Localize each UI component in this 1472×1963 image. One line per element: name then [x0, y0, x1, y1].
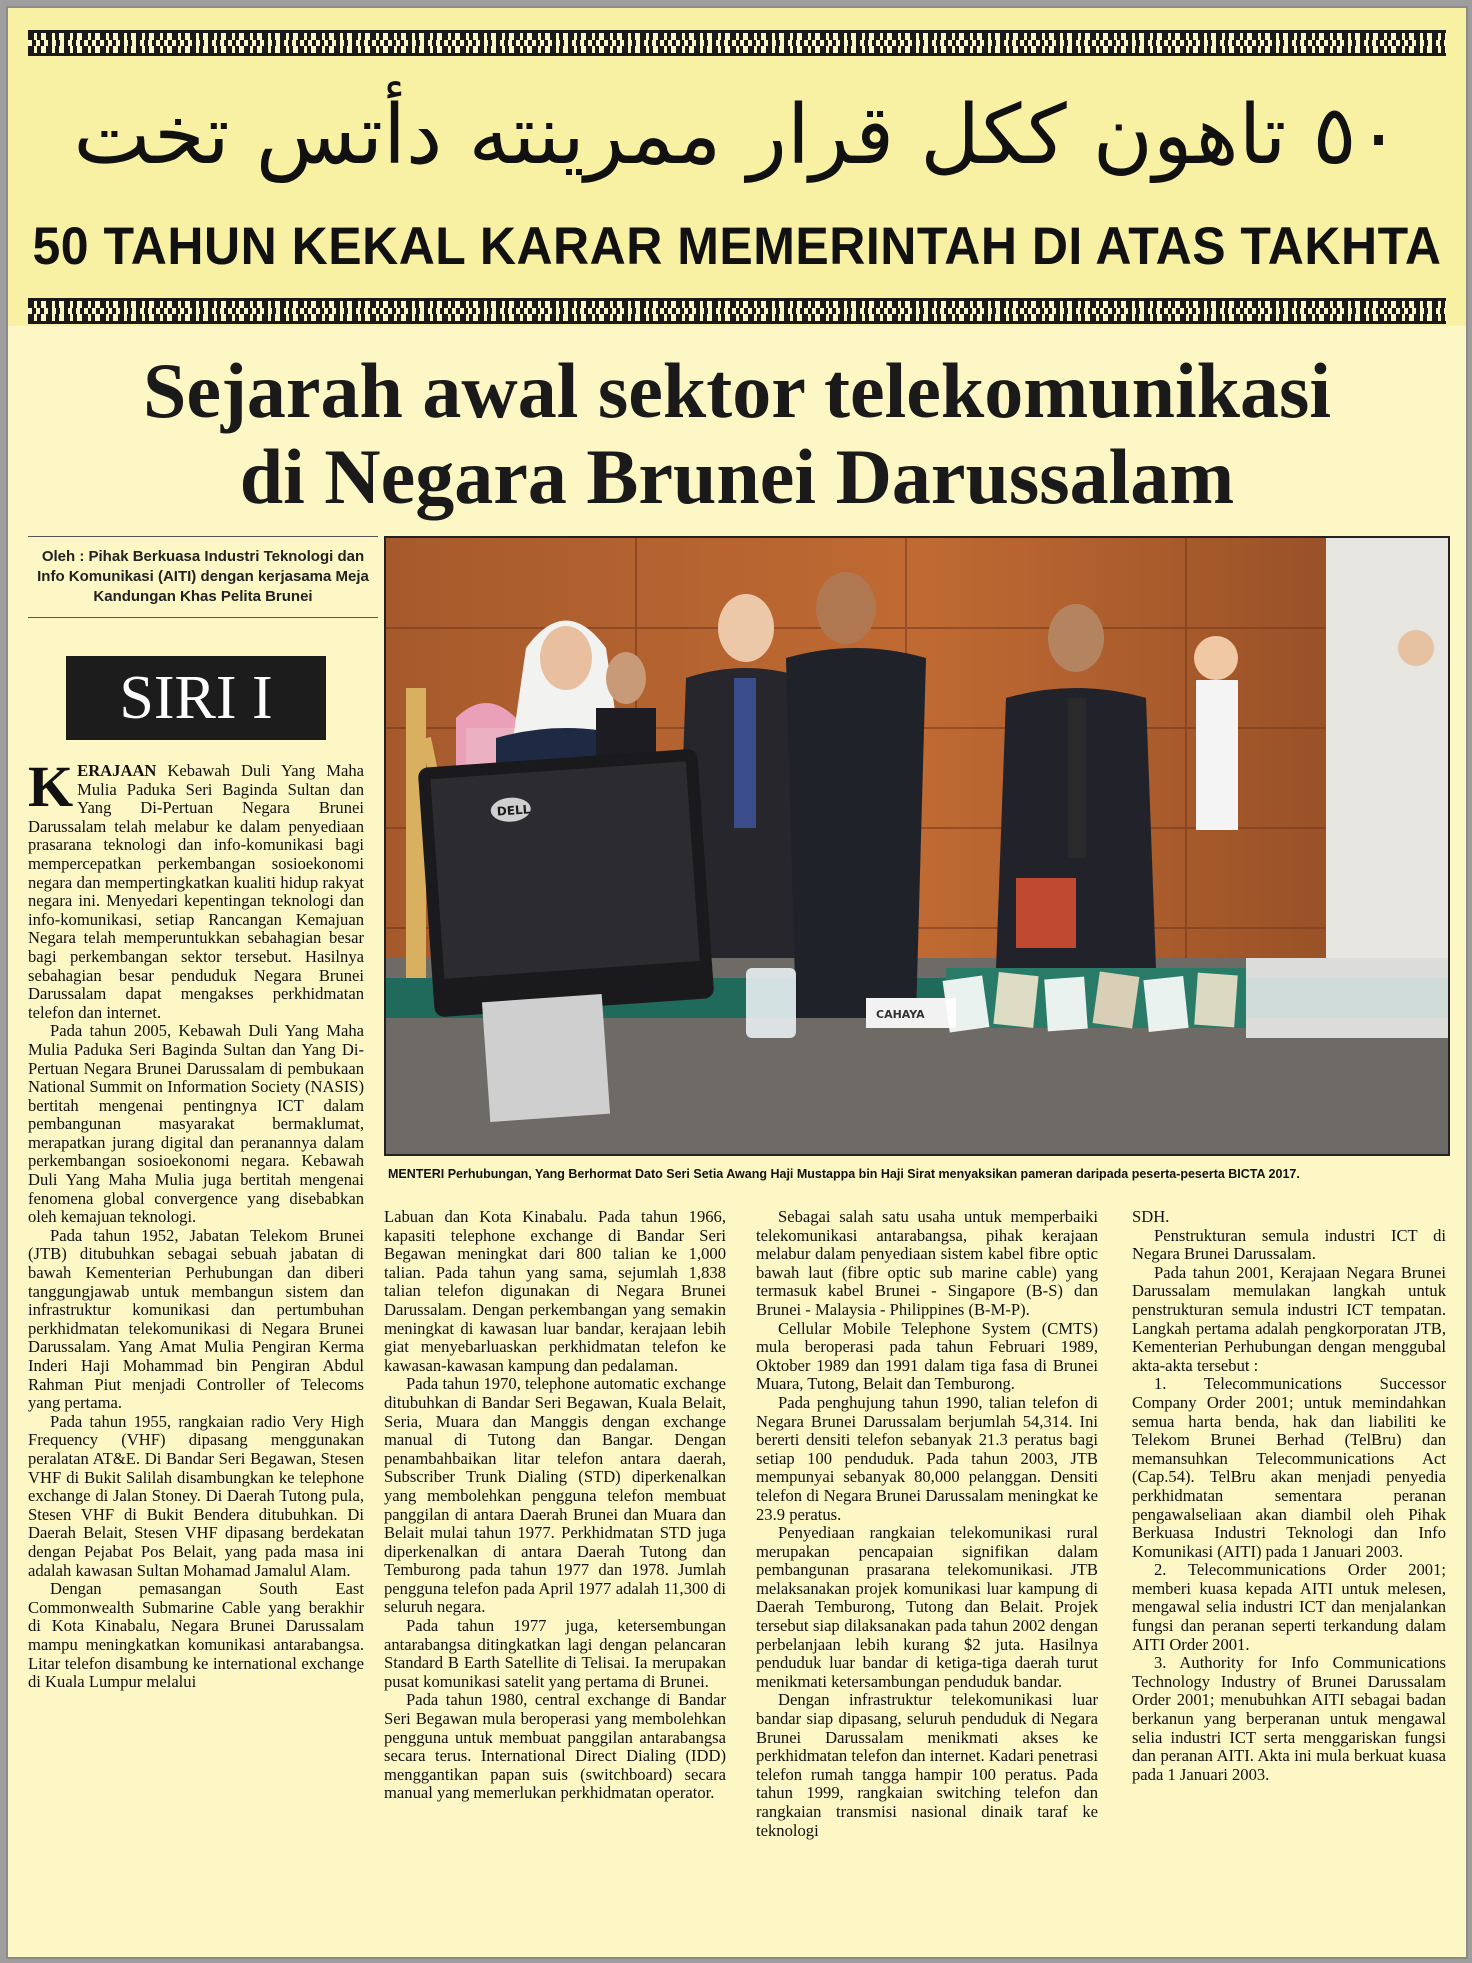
monitor-brand-text: DELL [496, 802, 531, 819]
paragraph: Dengan infrastruktur telekomunikasi luar bandar siap dipasang, seluruh penduduk di Negara Brunei Darussalam menikmati akses ke perkhidmatan telefon dan internet. Kadari penetrasi telefon rumah tangga hampir 100 peratus. Pada tahun 1999, rangkaian switching telefon dan rangkaian transmisi nasional dinaik taraf ke teknologi [756, 1690, 1098, 1840]
paragraph: Pada tahun 1977 juga, ketersembungan antarabangsa ditingkatkan lagi dengan pelancaran Standard B Earth Satellite di Telisai. Ia merupakan pusat komunikasi satelit yang pertama di Brunei. [384, 1616, 726, 1691]
paragraph: Pada tahun 2005, Kebawah Duli Yang Maha Mulia Paduka Seri Baginda Sultan dan Yang Di-Pertuan Negara Brunei Darussalam di pembukaan National Summit on Information Society (NASIS) bertitah mengenai pentingnya ICT dalam pembangunan masyarakat bermaklumat, merapatkan jurang digital dan peranannya dalam perkembangan sosioekonomi negara. Kebawah Duli Yang Maha Mulia juga bertitah mengenai fenomena global convergence yang disebabkan oleh kemajuan teknologi. [28, 1021, 364, 1227]
paragraph: Cellular Mobile Telephone System (CMTS) mula beroperasi pada tahun Februari 1989, Oktober 1989 dan 1991 dalam tiga fasa di Brunei Muara, Tutong, Belait dan Temburong. [756, 1318, 1098, 1394]
series-label: SIRI I [66, 656, 326, 740]
paragraph: SDH. [1132, 1207, 1170, 1226]
headline-line-2: di Negara Brunei Darussalam [239, 433, 1235, 520]
paragraph-text: Kebawah Duli Yang Maha Mulia Paduka Seri Baginda Sultan dan Yang Di-Pertuan Negara Brunei Darussalam telah melabur ke dalam penyediaan prasarana teknologi dan info-komunikasi bagi mempercepatkan perkembangan sosioekonomi negara dan mempertingkatkan kualiti hidup rakyat negara ini. Menyedari kepentingan teknologi dan info-komunikasi, setiap Rancangan Kemajuan Negara telah memperuntukkan sebahagian besar bagi perkembangan sektor tersebut. Hasilnya sebahagian besar penduduk Negara Brunei Darussalam dapat mengakses perkhidmatan telefon dan internet. [28, 761, 364, 1022]
paragraph: Penyediaan rangkaian telekomunikasi rural merupakan pencapaian signifikan dalam pembangunan prasarana telekomunikasi. JTB melaksanakan projek komunikasi luar kampung di Daerah Temburong, Tutong dan Belait. Projek tersebut siap dilaksanakan pada tahun 2002 dengan perbelanjaan lebih kurang $2 juta. Hasilnya penduduk luar bandar di ketiga-tiga daerah turut menikmati ketersambungan penduduk bandar. [756, 1523, 1098, 1691]
paragraph: Pada tahun 1952, Jabatan Telekom Brunei (JTB) ditubuhkan sebagai sebuah jabatan di bawah Kementerian Perhubungan dan diberi tanggungjawab untuk membangun sistem dan infrastruktur komunikasi dan pertumbuhan perkhidmatan telekomunikasi di Negara Brunei Darussalam. Yang Amat Mulia Pengiran Kerma Inderi Haji Mohammad bin Pengiran Abdul Rahman Piut menjadi Controller of Telecoms yang pertama. [28, 1225, 364, 1413]
bottom-ornament-border [28, 298, 1446, 324]
table-sign-text: CAHAYA [876, 1008, 925, 1021]
top-ornament-border [28, 30, 1446, 56]
paragraph: Labuan dan Kota Kinabalu. Pada tahun 1966, kapasiti telephone exchange di Bandar Seri Begawan meningkat dari 800 talian ke 1,000 talian. Pada tahun yang sama, sejumlah 1,838 talian telefon digunakan di Negara Brunei Darussalam. Dengan perkembangan yang semakin meningkat di kawasan luar bandar, kerajaan lebih giat menyebarluaskan perkhidmatan telefon ke kawasan-kawasan kampung dan pedalaman. [384, 1207, 726, 1375]
text-column-3 [756, 1208, 1098, 1840]
paragraph: Sebagai salah satu usaha untuk memperbaiki telekomunikasi antarabangsa, pihak kerajaan melabur dalam penyediaan sistem kabel fibre optic bawah laut (fibre optic sub marine cable) yang termasuk kabel Brunei - Singapore (B-S) dan Brunei - Malaysia - Philippines (B-M-P). [756, 1207, 1098, 1319]
paragraph: Dengan pemasangan South East Commonwealth Submarine Cable yang berakhir di Kota Kinabalu, Negara Brunei Darussalam mampu meningkatkan komunikasi antarabangsa. Litar telefon disambung ke international exchange di Kuala Lumpur melalui [28, 1579, 364, 1692]
article-photo [384, 536, 1450, 1156]
banner-title: 50 TAHUN KEKAL KARAR MEMERINTAH DI ATAS TAKHTA [32, 216, 1442, 276]
article-headline [8, 348, 1466, 520]
byline: Oleh : Pihak Berkuasa Industri Teknologi dan Info Komunikasi (AITI) dengan kerjasama Meja Kandungan Khas Pelita Brunei [28, 536, 378, 618]
paragraph: 1. Telecommunications Successor Company Order 2001; untuk memindahkan semua harta benda, hak dan liabiliti ke Telekom Brunei Berhad (TelBru) dan memansuhkan Telecommunications Act (Cap.54). TelBru akan menjadi penyedia perkhidmatan sementara peranan pengawalseliaan akan diambil oleh Pihak Berkuasa Industri Teknologi dan Info Komunikasi (AITI) pada 1 Januari 2003. [1132, 1374, 1446, 1561]
paragraph [28, 754, 364, 1022]
paragraph: 3. Authority for Info Communications Technology Industry of Brunei Darussalam Order 2001; menubuhkan AITI sebagai badan berkanun yang berperanan untuk mengawal selia industri ICT serta menggariskan fungsi dan peranan AITI. Akta ini mula berkuat kuasa pada 1 Januari 2003. [1132, 1653, 1446, 1784]
dropcap: K [28, 754, 74, 819]
paragraph: Pada tahun 2001, Kerajaan Negara Brunei Darussalam memulakan langkah untuk penstrukturan semula industri ICT tempatan. Langkah pertama adalah pengkorporatan JTB, Kementerian Perhubungan dengan menggubal akta-akta tersebut : [1132, 1262, 1446, 1375]
paragraph: Pada tahun 1955, rangkaian radio Very High Frequency (VHF) dipasang menggunakan peralatan AT&E. Di Bandar Seri Begawan, Stesen VHF di Bukit Salilah disambungkan ke telephone exchange di Jalan Stoney. Di Daerah Tutong pula, Stesen VHF di Bukit Bendera ditubuhkan. Di Daerah Belait, Stesen VHF dipasang berdekatan dengan Pejabat Pos Belait, yang pada masa ini adalah kawasan Sultan Mohamad Jamalul Alam. [28, 1411, 364, 1580]
exhibition-photo-illustration [386, 538, 1448, 1154]
paragraph: Pada tahun 1980, central exchange di Bandar Seri Begawan mula beroperasi yang membolehkan pengguna untuk membuat panggilan antarabangsa secara terus. International Direct Dialing (IDD) menggantikan papan suis (switchboard) secara manual yang memerlukan perkhidmatan operator. [384, 1690, 726, 1803]
text-column-4 [1132, 1208, 1446, 1784]
text-column-1 [28, 754, 364, 1692]
paragraph: 2. Telecommunications Order 2001; memberi kuasa kepada AITI untuk melesen, mengawal selia industri ICT dan menjalankan fungsi dan peranan seperti terkandung dalam AITI Order 2001. [1132, 1560, 1446, 1654]
paragraph: Pada penghujung tahun 1990, talian telefon di Negara Brunei Darussalam berjumlah 54,314. Ini bererti densiti telefon sebanyak 21.3 peratus bagi setiap 100 penduduk. Pada tahun 2003, JTB mempunyai sebanyak 80,000 pelanggan. Densiti telefon di Negara Brunei Darussalam meningkat ke 23.9 peratus. [756, 1392, 1098, 1524]
text-column-2 [384, 1208, 726, 1803]
paragraph: Pada tahun 1970, telephone automatic exchange ditubuhkan di Bandar Seri Begawan, Kuala Belait, Seria, Muara dan Manggis dengan exchange manual di Tutong dan Bangar. Dengan penambahbaikan litar telefon antara daerah, Subscriber Trunk Dialing (STD) diperkenalkan yang membolehkan pengguna telefon membuat panggilan di antara Daerah Brunei dan Muara dan Belait mulai tahun 1977. Perkhidmatan STD juga diperkenalkan di antara Daerah Tutong dan Temburong pada tahun 1977 dan 1978. Jumlah pengguna telefon pada April 1977 adalah 11,300 di seluruh negara. [384, 1374, 726, 1617]
jawi-banner-title: ٥٠ تاهون ككل قرار ممرينته دأتس تخت [73, 88, 1401, 183]
section-subheading: Penstrukturan semula industri ICT di Negara Brunei Darussalam. [1132, 1225, 1446, 1264]
lead-word: ERAJAAN [77, 761, 157, 780]
headline-line-1: Sejarah awal sektor telekomunikasi [142, 347, 1332, 434]
newspaper-page [6, 6, 1468, 1959]
photo-caption: MENTERI Perhubungan, Yang Berhormat Dato Seri Setia Awang Haji Mustappa bin Haji Sirat menyaksikan pameran daripada peserta-peserta BICTA 2017. [388, 1167, 1300, 1181]
